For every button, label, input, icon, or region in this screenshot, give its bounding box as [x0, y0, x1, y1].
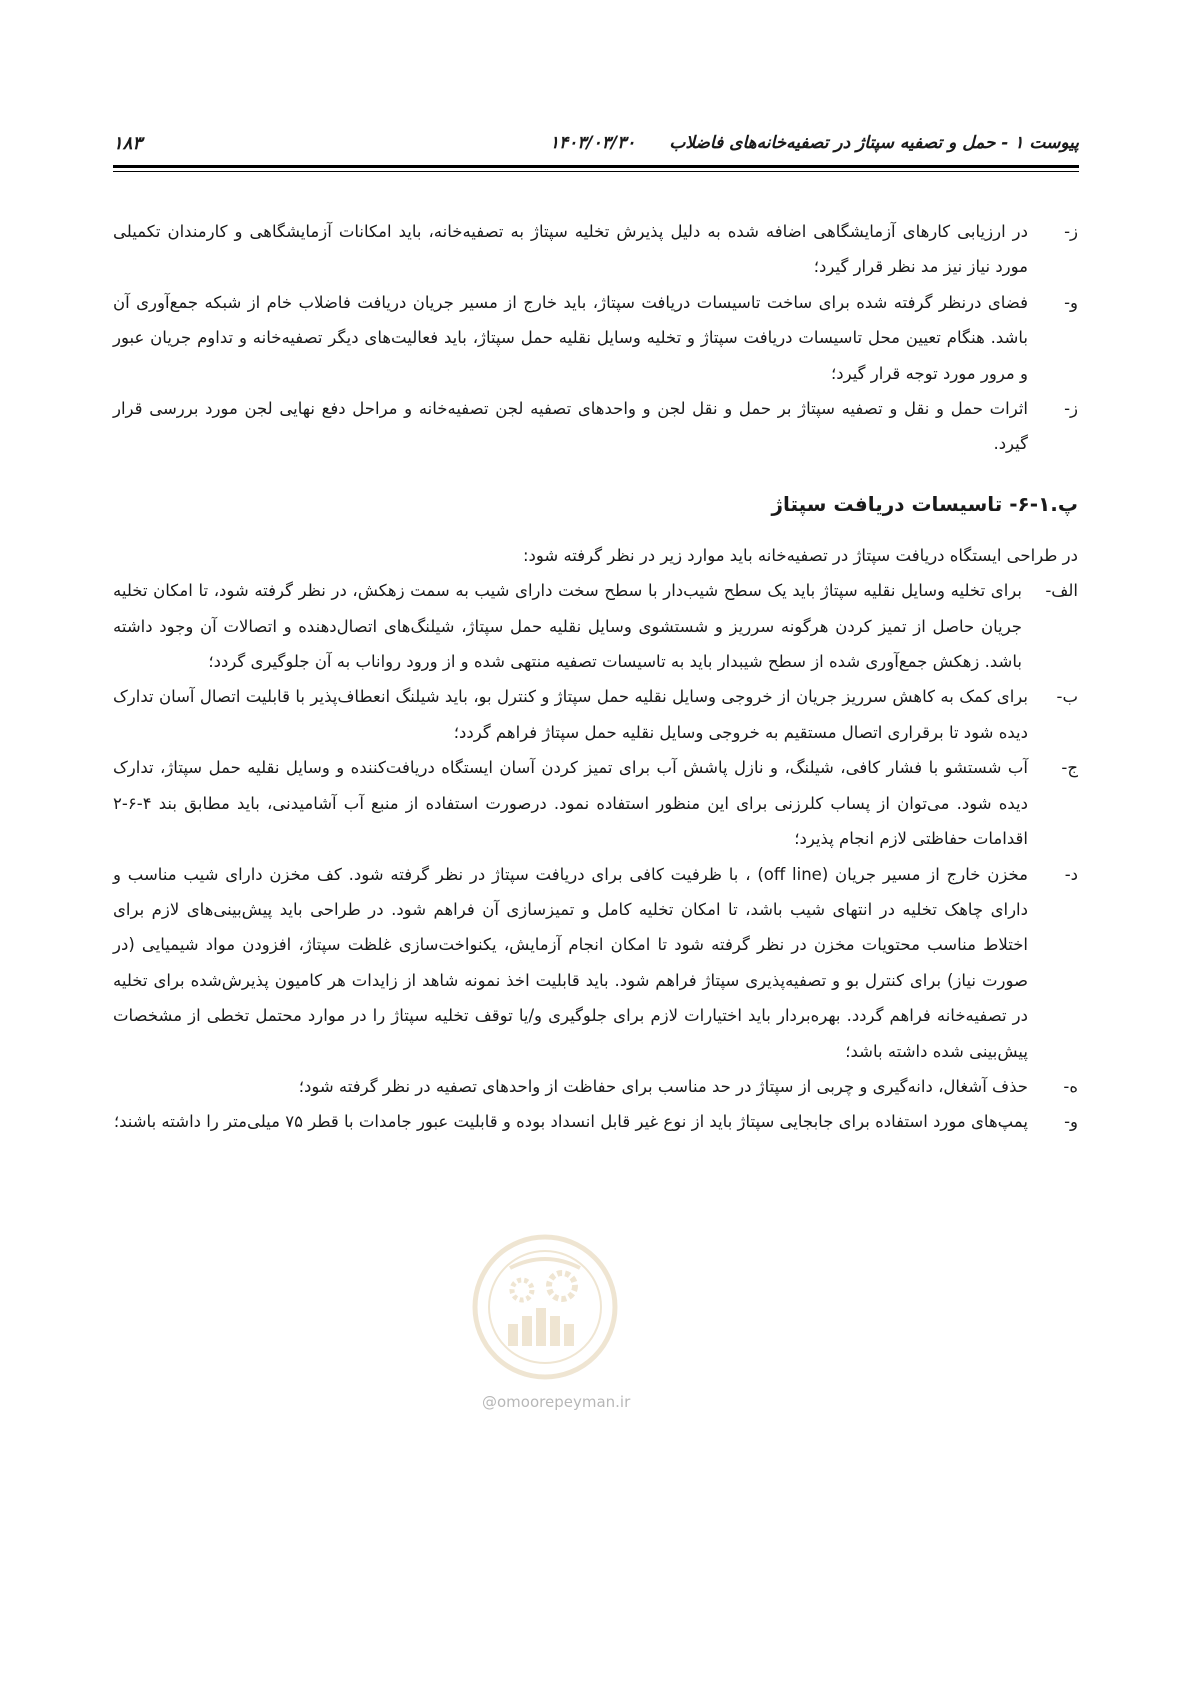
list-item — [113, 857, 1078, 1069]
list-item — [113, 285, 1078, 391]
section-heading: پ.۱-۶- تاسیسات دریافت سپتاژ — [771, 491, 1078, 516]
list-marker: ز- — [1064, 222, 1078, 241]
header-date: ۱۴۰۳/۰۳/۳۰ — [549, 133, 636, 153]
list-marker: د- — [1064, 864, 1078, 884]
page-number: ۱۸۳ — [113, 132, 143, 154]
page-content — [113, 214, 1078, 1140]
list-item-text: آب شستشو با فشار کافی، شیلنگ، و نازل پاشش آب برای تمیز کردن آسان ایستگاه دریافت‌کننده و وسایل نقلیه حمل سپتاژ، تدارک دیده شود. می‌توان از پساب کلرزنی برای این منظور استفاده نمود. درصورت استفاده از منبع آب آشامیدنی، باید مطابق بند ۴-۶-۲ اقدامات حفاظتی لازم انجام پذیرد؛ — [113, 758, 1028, 849]
page-header — [113, 128, 1079, 158]
list-marker: ز- — [1064, 399, 1078, 419]
list-marker: ب- — [1056, 687, 1078, 707]
list-item-text: فضای درنظر گرفته شده برای ساخت تاسیسات دریافت سپتاژ، باید خارج از مسیر جریان دریافت فاضلاب خام از شبکه جمع‌آوری آن باشد. هنگام تعیین محل تاسیسات دریافت سپتاژ و تخلیه وسایل نقلیه حمل سپتاژ، باید فعالیت‌های دیگر تصفیه‌خانه و تداوم جریان عبور و مرور مورد توجه قرار گیرد؛ — [113, 292, 1028, 383]
list-item-text: برای تخلیه وسایل نقلیه سپتاژ باید یک سطح شیب‌دار با سطح سخت دارای شیب به سمت زهکش، در نظر گرفته شود، تا امکان تخلیه جریان حاصل از تمیز کردن هرگونه سرریز و شستشوی وسایل نقلیه حمل سپتاژ، شیلنگ‌های اتصال‌دهنده و اتصالات آن وجود داشته باشد. زهکش جمع‌آوری شده از سطح شیبدار باید به تاسیسات تصفیه منتهی شده و از ورود رواناب به آن جلوگیری گردد؛ — [113, 581, 1022, 672]
list-marker: ج- — [1061, 758, 1078, 778]
list-item-text: پمپ‌های مورد استفاده برای جابجایی سپتاژ باید از نوع غیر قابل انسداد بوده و قابلیت عبور جامدات با قطر ۷۵ میلی‌متر را داشته باشند؛ — [113, 1112, 1028, 1132]
header-rule-thin — [113, 171, 1079, 172]
list-marker: و- — [1064, 292, 1078, 312]
list-item — [113, 1069, 1078, 1104]
list-item-text: حذف آشغال، دانه‌گیری و چربی از سپتاژ در حد مناسب برای حفاظت از واحدهای تصفیه در نظر گرفته شود؛ — [298, 1076, 1028, 1096]
header-rule-thick — [113, 165, 1079, 168]
list-item — [113, 391, 1078, 462]
list-item-text: برای کمک به کاهش سرریز جریان از خروجی وسایل نقلیه حمل سپتاژ و کنترل بو، باید شیلنگ انعطاف‌پذیر با قابلیت اتصال آسان تدارک دیده شود تا برقراری اتصال مستقیم به خروجی وسایل نقلیه حمل سپتاژ فراهم گردد؛ — [113, 687, 1028, 742]
header-title: پیوست ۱ - حمل و تصفیه سپتاژ در تصفیه‌خانه‌های فاضلاب — [669, 133, 1079, 153]
watermark-logo-icon — [470, 1232, 620, 1382]
list-item — [113, 750, 1078, 856]
list-marker: الف- — [1045, 581, 1078, 601]
list-item — [113, 573, 1078, 679]
list-item — [113, 679, 1078, 750]
list-marker: ه- — [1063, 1076, 1078, 1096]
list-item — [113, 1104, 1078, 1139]
list-item — [113, 214, 1078, 285]
list-marker: و- — [1064, 1112, 1078, 1132]
list-item-text: در ارزیابی کارهای آزمایشگاهی اضافه شده به دلیل پذیرش تخلیه سپتاژ به تصفیه‌خانه، باید امکانات آزمایشگاهی و کارمندان تکمیلی مورد نیاز نیز مد نظر قرار گیرد؛ — [113, 222, 1028, 277]
section-intro: در طراحی ایستگاه دریافت سپتاژ در تصفیه‌خانه باید موارد زیر در نظر گرفته شود: — [522, 545, 1078, 565]
list-item-text: اثرات حمل و نقل و تصفیه سپتاژ بر حمل و نقل لجن و واحدهای تصفیه لجن تصفیه‌خانه و مراحل دفع نهایی لجن مورد بررسی قرار گیرد. — [113, 399, 1028, 454]
watermark-url: @omoorepeyman.ir — [482, 1393, 631, 1411]
list-item-text: مخزن خارج از مسیر جریان (off line) ، با ظرفیت کافی برای دریافت سپتاژ در نظر گرفته شود. کف مخزن دارای شیب مناسب و دارای چاهک تخلیه در انتهای شیب باشد، تا امکان تخلیه کامل و تمیزسازی آن فراهم شود. در طراحی باید پیش‌بینی‌های لازم برای اختلاط مناسب محتویات مخزن در نظر گرفته شود تا امکان انجام آزمایش، یکنواخت‌سازی غلظت سپتاژ، افزودن مواد شیمیایی (در صورت نیاز) برای کنترل بو و تصفیه‌پذیری سپتاژ فراهم شود. باید قابلیت اخذ نمونه شاهد از زایدات هر کامیون پذیرش‌شده برای تخلیه در تصفیه‌خانه فراهم گردد. بهره‌بردار باید اختیارات لازم برای جلوگیری و/یا توقف تخلیه سپتاژ را در موارد محتمل تخطی از مشخصات پیش‌بینی شده داشته باشد؛ — [113, 864, 1029, 1061]
